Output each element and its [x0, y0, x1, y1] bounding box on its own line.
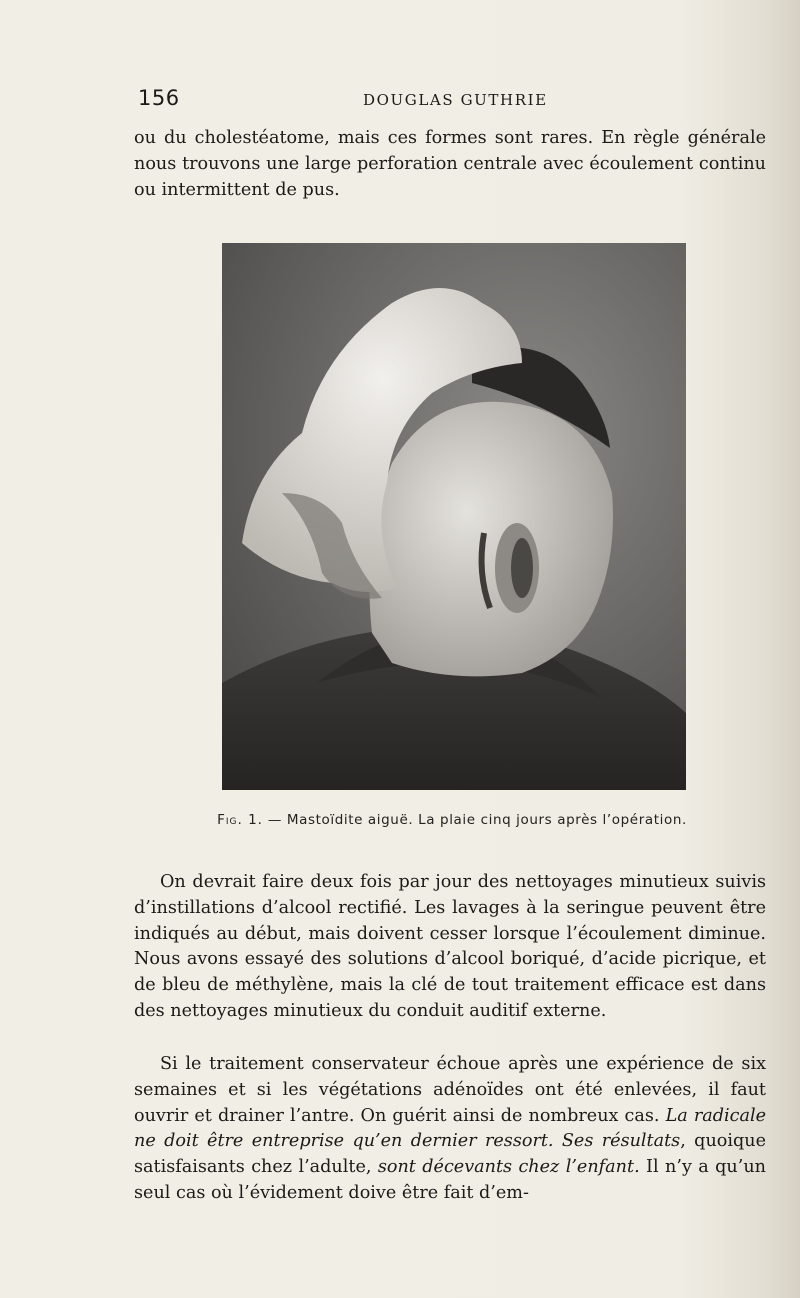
caption-label: Fig. 1. — [217, 812, 263, 828]
p3-text-a: Si le traitement conservateur échoue après une expérience de six semaines et si les végétations adénoïdes ont été enlevées, il faut ouvrir et drainer l’antre. On guérit ainsi de nombreux cas. — [134, 1054, 766, 1126]
paragraph-intro: ou du cholestéatome, mais ces formes sont rares. En règle générale nous trouvons une large perforation centrale avec écoulement continu ou intermittent de pus. — [134, 128, 766, 200]
running-title: DOUGLAS GUTHRIE — [363, 91, 548, 109]
patient-photograph — [222, 243, 686, 790]
head-shape — [370, 402, 614, 677]
page-number: 156 — [138, 86, 180, 110]
figure-photograph — [222, 243, 686, 790]
p3-italic-d: sont décevants chez l’enfant. — [377, 1157, 640, 1178]
paragraph-treatment: On devrait faire deux fois par jour des nettoyages minutieux suivis d’instillations d’alcool rectifié. Les lavages à la seringue peuvent être indiqués au début, mais doivent cesser lorsque l’écoulement diminue. Nous avons essayé des solutions d’alcool boriqué, d’acide picrique, et de bleu de méthylène, mais la clé de tout traitement efficace est dans des nettoyages minutieux du conduit auditif externe. — [134, 872, 766, 1021]
p3-italic-b: La radicale ne doit être entreprise qu’en dernier ressort. Ses résultats — [134, 1105, 766, 1152]
p3-text-c: , quoique satisfaisants chez l’adulte, — [134, 1131, 766, 1178]
ear-inner — [511, 538, 533, 598]
running-head — [138, 86, 766, 116]
caption-text: — Mastoïdite aiguë. La plaie cinq jours après l’opération. — [267, 812, 687, 828]
figure-caption — [138, 812, 766, 828]
paragraph-surgery — [134, 1052, 766, 1207]
p3-text-e: Il n’y a qu’un seul cas où l’évidement doive être fait d’em- — [134, 1157, 766, 1203]
